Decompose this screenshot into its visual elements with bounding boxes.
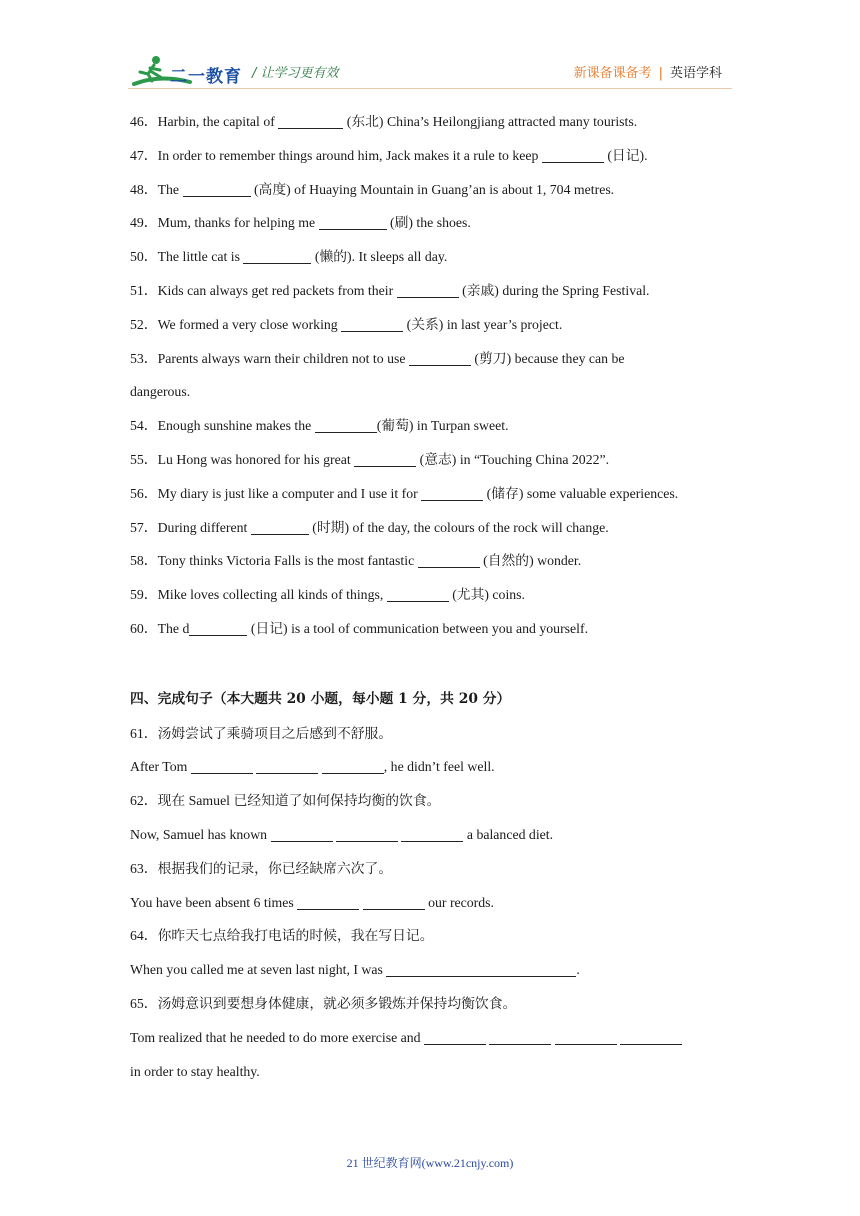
question-47: 47．In order to remember things around him, Jack makes it a rule to keep (日记).	[130, 147, 648, 163]
question-56: 56．My diary is just like a computer and I use it for (储存) some valuable experiences.	[130, 485, 679, 501]
question-51: 51．Kids can always get red packets from their (亲戚) during the Spring Festival.	[130, 282, 650, 298]
question-55: 55．Lu Hong was honored for his great (意志) in “Touching China 2022”.	[130, 451, 610, 467]
section-spacer	[130, 646, 740, 683]
header-divider: |	[658, 66, 663, 81]
question-49: 49．Mum, thanks for helping me (刷) the shoes.	[130, 215, 471, 231]
answer-blank[interactable]	[319, 214, 387, 230]
answer-blank[interactable]	[191, 758, 253, 774]
answer-blank[interactable]	[336, 826, 398, 842]
answer-blank[interactable]	[315, 417, 377, 433]
header-rule	[128, 88, 732, 89]
question-52: 52．We formed a very close working (关系) in last year’s project.	[130, 316, 563, 332]
answer-blank[interactable]	[251, 519, 309, 535]
answer-blank[interactable]	[256, 758, 318, 774]
question-54: 54．Enough sunshine makes the (葡萄) in Turpan sweet.	[130, 418, 509, 434]
answer-blank[interactable]	[542, 147, 604, 163]
answer-blank[interactable]	[409, 350, 471, 366]
question-53-continuation: dangerous.	[130, 384, 191, 400]
question-50: 50．The little cat is (懒的). It sleeps all day.	[130, 249, 448, 265]
question-63-english: You have been absent 6 times our records.	[130, 894, 494, 910]
question-57: 57．During different (时期) of the day, the colours of the rock will change.	[130, 519, 609, 535]
question-64-chinese: 64．你昨天七点给我打电话的时候，我在写日记。	[130, 928, 434, 944]
question-48: 48．The (高度) of Huaying Mountain in Guang’an is about 1, 704 metres.	[130, 181, 615, 197]
answer-blank[interactable]	[354, 451, 416, 467]
answer-blank[interactable]	[363, 894, 425, 910]
answer-blank[interactable]	[183, 181, 251, 197]
answer-blank[interactable]	[401, 826, 463, 842]
question-64-english: When you called me at seven last night, I was .	[130, 962, 580, 978]
page-footer: 21 世纪教育网(www.21cnjy.com)	[346, 1156, 514, 1170]
brand-slogan: / 让学习更有效	[252, 66, 339, 81]
question-58: 58．Tony thinks Victoria Falls is the most fantastic (自然的) wonder.	[130, 553, 582, 569]
question-65-continuation: in order to stay healthy.	[130, 1063, 260, 1079]
answer-blank[interactable]	[189, 620, 247, 636]
question-61-english: After Tom , he didn’t feel well.	[130, 759, 495, 775]
worksheet-body	[130, 105, 740, 1088]
header-course-label: 新课备课备考	[573, 66, 652, 81]
answer-blank[interactable]	[418, 552, 480, 568]
question-65-chinese: 65．汤姆意识到要想身体健康，就必须多锻炼并保持均衡饮食。	[130, 995, 517, 1011]
brand-name: 二一教育	[170, 67, 242, 86]
question-53: 53．Parents always warn their children not to use (剪刀) because they can be	[130, 350, 625, 366]
question-63-chinese: 63．根据我们的记录，你已经缺席六次了。	[130, 860, 393, 876]
answer-blank[interactable]	[271, 826, 333, 842]
page-header	[0, 0, 860, 100]
question-65-english: Tom realized that he needed to do more exercise and	[130, 1021, 740, 1055]
answer-blank[interactable]	[341, 316, 403, 332]
answer-blank[interactable]	[322, 758, 384, 774]
section-4-heading: 四、完成句子（本大题共 20 小题，每小题 1 分，共 20 分）	[130, 690, 511, 707]
answer-blank[interactable]	[421, 485, 483, 501]
header-subject-label: 英语学科	[669, 66, 722, 81]
answer-blank[interactable]	[489, 1029, 551, 1045]
question-60: 60．The d (日记) is a tool of communication between you and yourself.	[130, 620, 589, 636]
header-right	[574, 62, 722, 81]
answer-blank[interactable]	[297, 894, 359, 910]
answer-blank[interactable]	[555, 1029, 617, 1045]
question-46: 46．Harbin, the capital of (东北) China’s Heilongjiang attracted many tourists.	[130, 114, 638, 129]
answer-blank[interactable]	[424, 1029, 486, 1045]
answer-blank[interactable]	[397, 282, 459, 298]
answer-blank[interactable]	[387, 586, 449, 602]
question-62-english: Now, Samuel has known a balanced diet.	[130, 826, 554, 842]
answer-blank[interactable]	[243, 248, 311, 264]
answer-blank[interactable]	[620, 1029, 682, 1045]
question-61-chinese: 61．汤姆尝试了乘骑项目之后感到不舒服。	[130, 725, 393, 741]
question-59: 59．Mike loves collecting all kinds of things, (尤其) coins.	[130, 587, 526, 603]
answer-blank[interactable]	[386, 961, 576, 977]
question-62-chinese: 62．现在 Samuel 已经知道了如何保持均衡的饮食。	[130, 793, 441, 809]
answer-blank[interactable]	[278, 113, 343, 129]
